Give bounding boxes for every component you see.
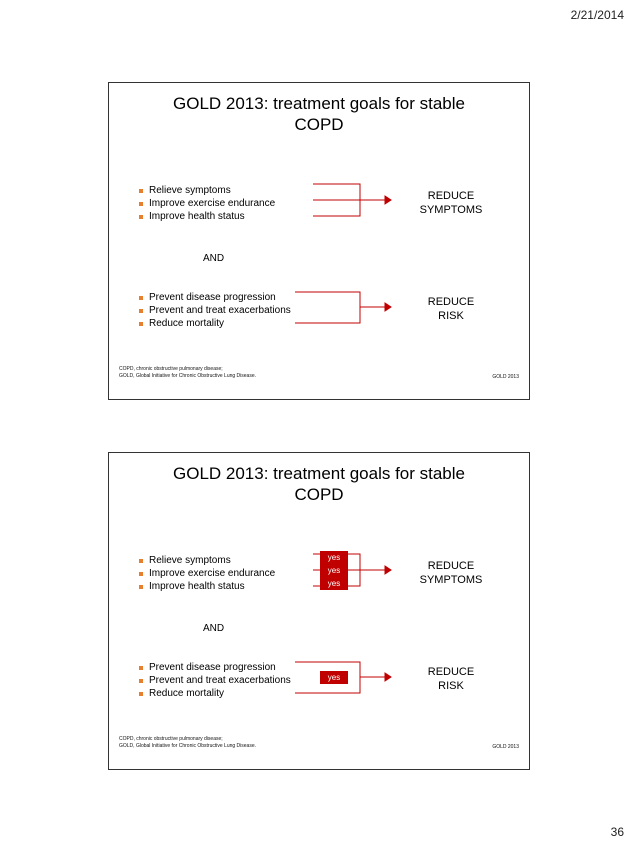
bracket-arrows (109, 83, 531, 401)
source-label: GOLD 2013 (492, 744, 519, 750)
and-label: AND (203, 253, 225, 264)
bracket-arrows (109, 453, 531, 771)
slide-title-line-2: COPD (294, 115, 344, 134)
bullet-text: Relieve symptoms (149, 555, 231, 566)
goal-line: SYMPTOMS (419, 204, 483, 216)
bullet-text: Improve health status (149, 581, 245, 592)
goal-line: RISK (438, 680, 464, 692)
risk-goals-list (139, 291, 291, 330)
list-item (139, 317, 291, 330)
bullet-text: Reduce mortality (149, 318, 225, 329)
bullet-text: Improve health status (149, 211, 245, 222)
goal-line: RISK (438, 310, 464, 322)
bullet-icon (139, 666, 143, 670)
bullet-icon (139, 322, 143, 326)
slide-title-line-1: GOLD 2013: treatment goals for stable (173, 464, 465, 483)
list-item (139, 291, 291, 304)
list-item (139, 687, 291, 700)
list-item (139, 304, 291, 317)
goal-line: REDUCE (427, 666, 475, 678)
source-label: GOLD 2013 (492, 374, 519, 380)
footnote (119, 736, 256, 750)
slide-title-line-2: COPD (294, 485, 344, 504)
bullet-text: Improve exercise endurance (149, 568, 276, 579)
yes-badge: yes (320, 671, 348, 684)
bullet-text: Reduce mortality (149, 688, 225, 699)
slide-title-line-1: GOLD 2013: treatment goals for stable (173, 94, 465, 113)
bullet-icon (139, 296, 143, 300)
goal-reduce-symptoms (391, 559, 511, 587)
bullet-icon (139, 692, 143, 696)
goal-reduce-risk (391, 295, 511, 323)
slide-1 (108, 82, 530, 400)
risk-goals-list (139, 661, 291, 700)
goal-line: REDUCE (427, 296, 475, 308)
footnote-line: GOLD, Global Initiative for Chronic Obstructive Lung Disease. (119, 373, 257, 379)
bullet-text: Prevent and treat exacerbations (149, 675, 291, 686)
footnote-line: GOLD, Global Initiative for Chronic Obstructive Lung Disease. (119, 743, 257, 749)
bullet-text: Prevent and treat exacerbations (149, 305, 291, 316)
slide-2 (108, 452, 530, 770)
list-item (139, 674, 291, 687)
bullet-icon (139, 679, 143, 683)
footnote (119, 366, 256, 380)
page-number: 36 (610, 825, 624, 839)
risk-bracket (295, 292, 360, 323)
yes-badge: yes (320, 564, 348, 577)
footnote-line: COPD, chronic obstructive pulmonary disease; (119, 366, 223, 372)
goal-line: SYMPTOMS (419, 574, 483, 586)
page-date: 2/21/2014 (570, 8, 624, 22)
yes-badge: yes (320, 577, 348, 590)
and-label: AND (203, 623, 225, 634)
goal-line: REDUCE (427, 190, 475, 202)
bullet-text: Improve exercise endurance (149, 198, 276, 209)
footnote-line: COPD, chronic obstructive pulmonary disease; (119, 736, 223, 742)
goal-reduce-risk (391, 665, 511, 693)
goal-reduce-symptoms (391, 189, 511, 217)
yes-badge: yes (320, 551, 348, 564)
goal-line: REDUCE (427, 560, 475, 572)
bullet-text: Prevent disease progression (149, 662, 276, 673)
bullet-text: Relieve symptoms (149, 185, 231, 196)
bullet-text: Prevent disease progression (149, 292, 276, 303)
bullet-icon (139, 309, 143, 313)
list-item (139, 661, 291, 674)
